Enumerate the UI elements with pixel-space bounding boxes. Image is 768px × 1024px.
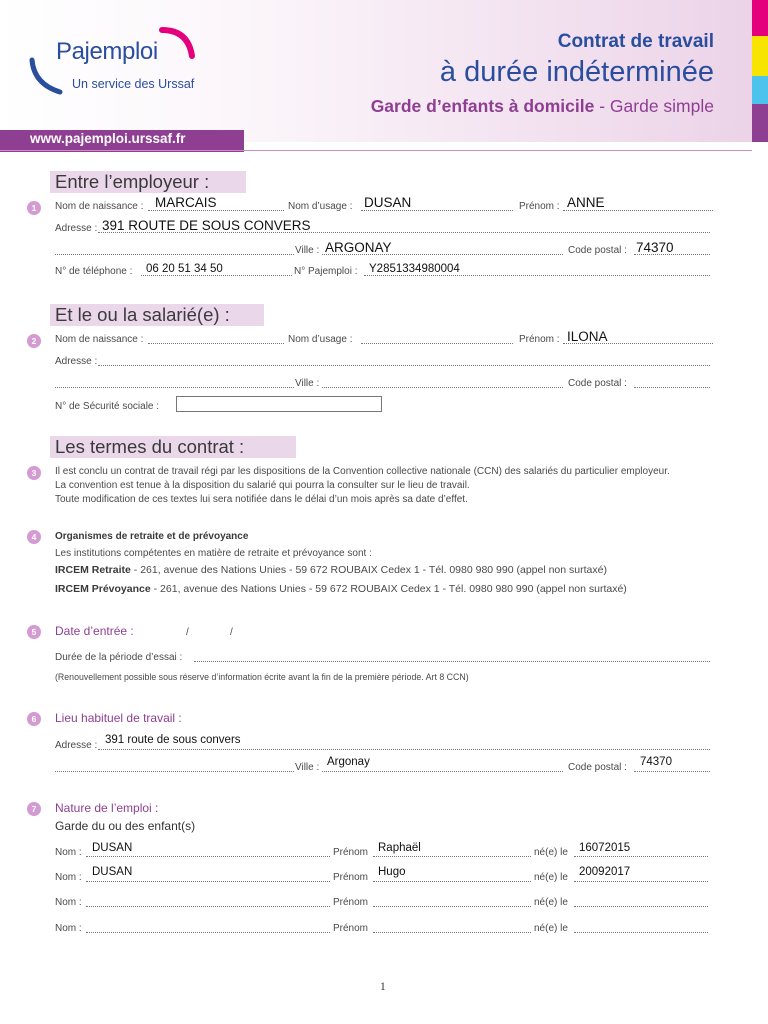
employee-secu-input[interactable]: [176, 396, 382, 412]
clause-3-line-3: Toute modification de ces textes lui sera notifiée dans le délai d’un mois après sa date d’effet.: [55, 494, 468, 505]
section-number-5: 5: [27, 625, 41, 639]
employer-prenom-label: Prénom :: [519, 201, 560, 212]
child-1-prenom-value: Raphaël: [378, 842, 421, 854]
workplace-ville-value: Argonay: [327, 756, 370, 768]
clause-4-prevoyance-name: IRCEM Prévoyance: [55, 583, 151, 595]
date-entree-slash-1: /: [186, 627, 189, 638]
section-number-7: 7: [27, 802, 41, 816]
employer-telephone-label: N° de téléphone :: [55, 266, 133, 277]
employer-adresse-line-2[interactable]: [55, 245, 294, 255]
title-line-3: [371, 96, 714, 117]
employee-adresse-line[interactable]: [98, 356, 710, 366]
employer-ville-label: Ville :: [295, 245, 320, 256]
employee-secu-label: N° de Sécurité sociale :: [55, 401, 160, 412]
essai-duration-line[interactable]: [194, 652, 710, 662]
workplace-adresse-line-2[interactable]: [55, 762, 294, 772]
title-line-2: à durée indéterminée: [439, 56, 714, 88]
employee-code-postal-line[interactable]: [634, 378, 710, 388]
workplace-adresse-value: 391 route de sous convers: [105, 734, 241, 746]
child-3-nom-label: Nom :: [55, 897, 82, 908]
clause-4-retraite-name: IRCEM Retraite: [55, 564, 131, 576]
employer-nom-usage-label: Nom d’usage :: [288, 201, 353, 212]
clause-6-title: Lieu habituel de travail :: [55, 711, 182, 725]
child-1-date-label: né(e) le: [534, 847, 568, 858]
title-line-1: Contrat de travail: [557, 31, 714, 52]
clause-4-intro: Les institutions compétentes en matière de retraite et prévoyance sont :: [55, 548, 372, 559]
workplace-adresse-label: Adresse :: [55, 740, 98, 751]
clause-7-title: Nature de l’emploi :: [55, 801, 159, 815]
color-strip-purple: [752, 104, 768, 142]
child-4-nom-label: Nom :: [55, 923, 82, 934]
employer-prenom-value: ANNE: [567, 195, 605, 210]
child-2-prenom-value: Hugo: [378, 866, 406, 878]
section-number-3: 3: [27, 466, 41, 480]
child-3-prenom-line[interactable]: [373, 897, 531, 907]
title-line-3-sep: -: [594, 96, 610, 116]
brand-subtitle: Un service des Urssaf: [72, 77, 195, 91]
clause-4-retraite: [55, 563, 607, 577]
clause-4-prevoyance-details: - 261, avenue des Nations Unies - 59 672 ROUBAIX Cedex 1 - Tél. 0980 980 990 (appel non surtaxé): [150, 583, 627, 595]
section-terms-heading: Les termes du contrat :: [50, 436, 296, 458]
color-strip-pink: [752, 0, 768, 36]
color-strip-yellow: [752, 36, 768, 76]
website-link[interactable]: www.pajemploi.urssaf.fr: [30, 131, 186, 146]
employee-ville-line[interactable]: [322, 378, 563, 388]
child-1-nom-value: DUSAN: [92, 842, 133, 854]
child-3-nom-line[interactable]: [86, 897, 330, 907]
employee-adresse-line-2[interactable]: [55, 378, 294, 388]
section-number-1: 1: [27, 201, 41, 215]
child-2-prenom-label: Prénom: [333, 872, 369, 883]
employer-adresse-value: 391 ROUTE DE SOUS CONVERS: [102, 218, 311, 233]
clause-5-note: (Renouvellement possible sous réserve d’information écrite avant la fin de la première période. Art 8 CCN): [55, 672, 469, 682]
title-line-3-rest: Garde simple: [609, 96, 714, 116]
child-3-date-label: né(e) le: [534, 897, 568, 908]
child-2-nom-value: DUSAN: [92, 866, 133, 878]
page-number: 1: [380, 981, 386, 993]
employee-code-postal-label: Code postal :: [568, 378, 627, 389]
child-2-date-label: né(e) le: [534, 872, 568, 883]
brand-name: Pajemploi: [56, 38, 158, 65]
child-2-nom-label: Nom :: [55, 872, 82, 883]
child-4-prenom-label: Prénom: [333, 923, 369, 934]
employee-prenom-label: Prénom :: [519, 334, 560, 345]
header-divider: [0, 150, 752, 151]
employee-nom-usage-label: Nom d’usage :: [288, 334, 353, 345]
employer-nom-naissance-label: Nom de naissance :: [55, 201, 144, 212]
date-entree-slash-2: /: [230, 627, 233, 638]
child-1-date-value: 16072015: [579, 842, 631, 854]
employee-nom-usage-line[interactable]: [361, 334, 513, 344]
section-number-2: 2: [27, 334, 41, 348]
section-employer-heading: Entre l’employeur :: [50, 171, 246, 193]
employee-nom-naissance-label: Nom de naissance :: [55, 334, 144, 345]
child-2-date-value: 20092017: [579, 866, 631, 878]
clause-4-title: Organismes de retraite et de prévoyance: [55, 531, 249, 542]
workplace-code-postal-value: 74370: [640, 756, 672, 768]
employee-prenom-value: ILONA: [567, 329, 608, 344]
employer-telephone-value: 06 20 51 34 50: [146, 263, 223, 275]
child-1-nom-label: Nom :: [55, 847, 82, 858]
child-3-prenom-label: Prénom: [333, 897, 369, 908]
employer-ville-value: ARGONAY: [325, 240, 392, 255]
employer-pajemploi-label: N° Pajemploi :: [294, 266, 358, 277]
child-4-prenom-line[interactable]: [373, 923, 531, 933]
title-line-3-strong: Garde d’enfants à domicile: [370, 96, 595, 116]
clause-5-title: Date d’entrée :: [55, 624, 134, 638]
clause-4-prevoyance: [55, 582, 627, 596]
clause-4-retraite-details: - 261, avenue des Nations Unies - 59 672 ROUBAIX Cedex 1 - Tél. 0980 980 990 (appel non surtaxé): [130, 564, 607, 576]
employer-code-postal-label: Code postal :: [568, 245, 627, 256]
clause-3-line-1: Il est conclu un contrat de travail régi par les dispositions de la Convention collective nationale (CCN) des salariés du particulier employeur.: [55, 466, 670, 477]
employee-adresse-label: Adresse :: [55, 356, 98, 367]
color-strip-cyan: [752, 76, 768, 104]
section-number-6: 6: [27, 712, 41, 726]
child-4-date-label: né(e) le: [534, 923, 568, 934]
workplace-code-postal-label: Code postal :: [568, 762, 627, 773]
section-employee-heading: Et le ou la salarié(e) :: [50, 304, 264, 326]
clause-7-subtitle: Garde du ou des enfant(s): [55, 819, 196, 833]
employer-nom-naissance-value: MARCAIS: [155, 195, 217, 210]
child-1-prenom-label: Prénom: [333, 847, 369, 858]
employee-ville-label: Ville :: [295, 378, 320, 389]
clause-3-line-2: La convention est tenue à la disposition du salarié qui pourra la consulter sur le lieu de travail.: [55, 480, 470, 491]
employer-pajemploi-value: Y2851334980004: [369, 263, 460, 275]
employer-nom-usage-value: DUSAN: [364, 195, 412, 210]
employer-adresse-label: Adresse :: [55, 223, 98, 234]
employee-nom-naissance-line[interactable]: [148, 334, 284, 344]
clause-5-essai-label: Durée de la période d’essai :: [55, 652, 183, 663]
section-number-4: 4: [27, 530, 41, 544]
child-4-nom-line[interactable]: [86, 923, 330, 933]
workplace-ville-label: Ville :: [295, 762, 320, 773]
child-4-date-line[interactable]: [574, 923, 708, 933]
child-3-date-line[interactable]: [574, 897, 708, 907]
employer-code-postal-value: 74370: [636, 240, 674, 255]
